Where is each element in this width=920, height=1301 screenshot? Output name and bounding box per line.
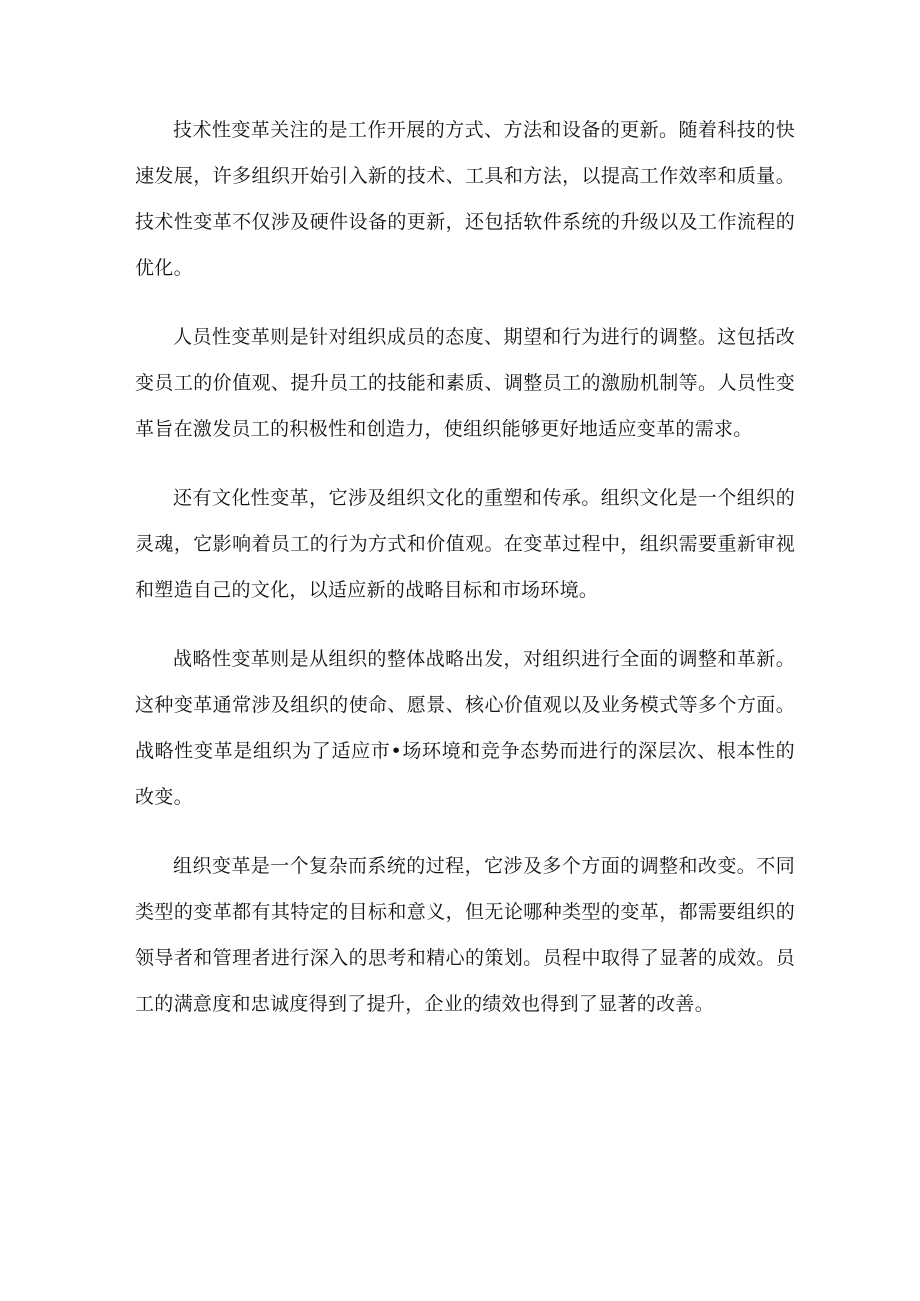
paragraph-personnel-change: 人员性变革则是针对组织成员的态度、期望和行为进行的调整。这包括改变员工的价值观、提升员工的技能和素质、调整员工的激励机制等。人员性变革旨在激发员工的积极性和创造力，使组织能够更好地适应变革的需求。 bbox=[135, 326, 795, 440]
paragraph-summary: 组织变革是一个复杂而系统的过程，它涉及多个方面的调整和改变。不同类型的变革都有其特定的目标和意义，但无论哪种类型的变革，都需要组织的领导者和管理者进行深入的思考和精心的策划。员程中取得了显著的成效。员工的满意度和忠诚度得到了提升，企业的绩效也得到了显著的改善。 bbox=[135, 855, 795, 1015]
document-body bbox=[135, 107, 795, 1027]
paragraph-technical-change: 技术性变革关注的是工作开展的方式、方法和设备的更新。随着科技的快速发展，许多组织开始引入新的技术、工具和方法，以提高工作效率和质量。技术性变革不仅涉及硬件设备的更新，还包括软件系统的升级以及工作流程的优化。 bbox=[135, 119, 795, 279]
paragraph-cultural-change: 还有文化性变革，它涉及组织文化的重塑和传承。组织文化是一个组织的灵魂，它影响着员工的行为方式和价值观。在变革过程中，组织需要重新审视和塑造自己的文化，以适应新的战略目标和市场环境。 bbox=[135, 487, 795, 601]
paragraph-strategic-change: 战略性变革则是从组织的整体战略出发，对组织进行全面的调整和革新。这种变革通常涉及组织的使命、愿景、核心价值观以及业务模式等多个方面。战略性变革是组织为了适应市•场环境和竞争态势而进行的深层次、根本性的改变。 bbox=[135, 648, 795, 808]
